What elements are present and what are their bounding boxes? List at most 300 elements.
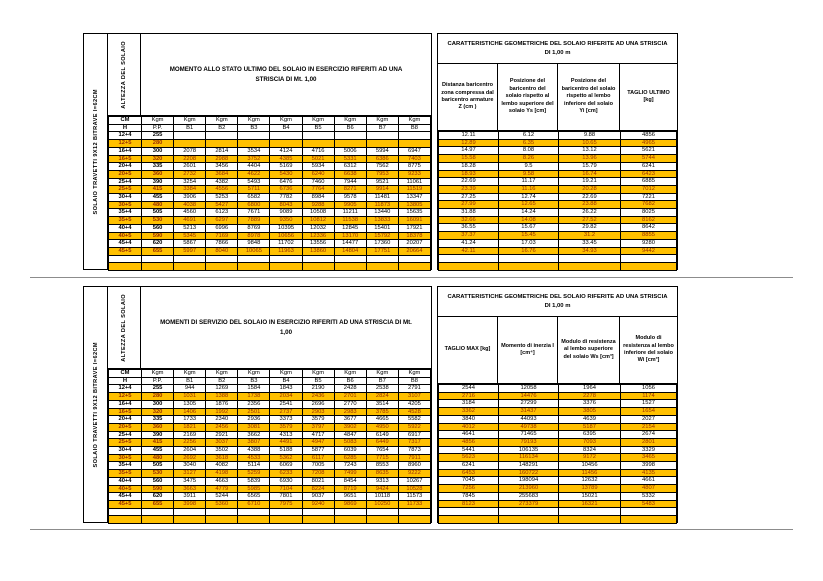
table-row [439,132,677,140]
table-cell: 11481 [366,194,398,202]
table-row [439,232,677,240]
table-cell: 530 [142,217,174,225]
table-cell [621,508,677,516]
table-cell: 6241 [621,162,677,170]
table-cell: 2190 [302,385,334,393]
table-cell [206,132,238,140]
table-cell: 7045 [439,477,499,485]
table-cell: 11061 [398,178,430,186]
table-cell: 7671 [238,209,270,217]
header-cell: Kgm [142,370,174,378]
table-row [109,240,431,248]
table-cell: 2770 [334,400,366,408]
table-cell: 590 [142,232,174,240]
header-row [109,124,431,132]
table-row [439,255,677,263]
table-cell: 3384 [174,186,206,194]
table-cell: 3534 [238,147,270,155]
table-cell: 2903 [302,408,334,416]
table-cell: 3906 [174,194,206,202]
table-cell: 255683 [499,492,559,500]
table-cell: 3254 [174,178,206,186]
table-cell: 4038 [174,201,206,209]
table-row [109,508,431,516]
table-cell: 2428 [334,385,366,393]
table-row [109,470,431,478]
table-cell [334,516,366,524]
table-cell [206,140,238,148]
table-cell: 9848 [238,240,270,248]
table-cell: 5483 [621,500,677,508]
table-row [439,239,677,247]
table-cell: 23.39 [439,185,499,193]
table-cell: 7460 [302,178,334,186]
table-cell [302,140,334,148]
table-cell: 3107 [398,393,430,401]
table-cell: 4385 [270,155,302,163]
table-cell: 12+4 [109,385,142,393]
table-cell: 1174 [621,392,677,400]
table-cell: 6069 [270,462,302,470]
table-cell: 360 [142,170,174,178]
header-cell: Kgm [174,370,206,378]
table-cell: 1964 [559,385,621,393]
table-cell: 27299 [499,400,559,408]
moments-grid [108,369,431,524]
moments-title: MOMENTO ALLO STATO ULTIMO DEL SOLAIO IN ESERCIZIO RIFERITI AD UNA STRISCIA DI Mt. 1,00 [169,66,403,83]
table-cell: 13.96 [559,155,621,163]
table-cell: 5169 [270,163,302,171]
table-cell: 273379 [499,500,559,508]
table-cell: 2356 [238,400,270,408]
table-row [109,132,431,140]
table-row [109,447,431,455]
side-label-text: SOLAIO TRAVETTI 9X12 BITRAVE I=62CM [92,88,99,215]
header-cell: CM [109,370,142,378]
moments-table [107,33,432,270]
table-cell: 5493 [238,178,270,186]
table-cell: 2696 [302,400,334,408]
table-cell: 255 [142,132,174,140]
table-row [109,431,431,439]
table-cell: 22.69 [559,193,621,201]
table-cell: 6386 [366,155,398,163]
table-cell: 7911 [398,454,430,462]
table-cell: 8984 [302,194,334,202]
table-row [439,170,677,178]
table-cell [334,255,366,263]
table-cell: 12845 [334,224,366,232]
table-row [439,147,677,155]
table-cell: 9424 [366,485,398,493]
table-cell: 45+5 [109,247,142,255]
table-cell: 40+5 [109,232,142,240]
header-cell: Kgm [398,370,430,378]
table-cell: 1992 [206,408,238,416]
table-cell [238,508,270,516]
table-cell [270,140,302,148]
table-cell: 14.97 [439,147,499,155]
table-cell [439,262,499,270]
table-row [439,392,677,400]
table-cell: 4082 [206,462,238,470]
table-cell: 4847 [334,431,366,439]
table-cell: 4691 [174,217,206,225]
table-cell: 40+4 [109,224,142,232]
table-cell: 3081 [238,423,270,431]
table-cell: 3998 [621,462,677,470]
table-cell: 6123 [206,209,238,217]
table-cell: 1843 [270,385,302,393]
table-cell [398,508,430,516]
table-cell: 30+5 [109,454,142,462]
table-cell: 4856 [621,132,677,140]
table-cell: 9914 [366,186,398,194]
table-row [439,178,677,186]
table-cell [302,132,334,140]
table-cell [238,132,270,140]
table-cell [109,508,142,516]
table-cell [270,508,302,516]
table-cell: 2256 [174,439,206,447]
table-row [109,439,431,447]
table-cell: 11538 [334,217,366,225]
table-cell [174,508,206,516]
table-cell: 13556 [302,240,334,248]
table-cell: 7104 [270,485,302,493]
table-cell: 3663 [174,485,206,493]
table-cell: 6996 [206,224,238,232]
table-cell [398,132,430,140]
table-cell: 18378 [398,232,430,240]
table-cell: 6476 [270,178,302,186]
table-cell: 1527 [621,400,677,408]
table-cell: 5997 [174,247,206,255]
page-separator-line [30,529,793,530]
table-cell: 4382 [206,178,238,186]
table-cell: 1584 [238,385,270,393]
table-cell: 16+4 [109,147,142,155]
table-cell: 2154 [621,423,677,431]
table-cell: 20207 [398,240,430,248]
table-cell [270,132,302,140]
geometry-col-header: Distanza baricentro zona compressa dal baricentro armature Z (cm ) [438,64,498,130]
table-cell: 12336 [302,232,334,240]
page-separator-line [30,277,793,278]
table-cell: 116134 [499,454,559,462]
table-cell: 106135 [499,446,559,454]
table-row [439,454,677,462]
table-cell: 5187 [559,423,621,431]
table-cell: 30+4 [109,194,142,202]
table-cell: 2824 [366,393,398,401]
table-cell: 9350 [270,217,302,225]
table-cell: 4661 [621,477,677,485]
table-row [439,415,677,423]
table-row [439,262,677,270]
header-cell: Kgm [206,117,238,125]
table-cell: 4641 [439,431,499,439]
header-cell: Kgm [302,370,334,378]
table-cell [366,516,398,524]
table-cell: 1031 [174,393,206,401]
table-cell: 8719 [334,485,366,493]
table-row [439,515,677,523]
table-cell: 280 [142,393,174,401]
table-cell: 3184 [439,400,499,408]
table-row [109,454,431,462]
table-cell: 16321 [559,500,621,508]
table-cell [142,263,174,271]
table-cell: 3579 [270,423,302,431]
table-cell: 12032 [302,224,334,232]
table-cell: 2921 [206,431,238,439]
geometry-column-headers [438,317,677,384]
table-row [439,408,677,416]
table-cell: 2278 [559,392,621,400]
moments-grid [108,116,431,271]
table-cell: 3752 [238,155,270,163]
table-cell: 3362 [439,408,499,416]
table-cell: 6395 [559,431,621,439]
table-cell [174,263,206,271]
table-cell: 4491 [270,439,302,447]
table-cell: 10065 [238,247,270,255]
table-cell [109,255,142,263]
table-cell: 27.99 [439,201,499,209]
table-cell: 360 [142,423,174,431]
altezza-label-cell [108,287,141,368]
table-row [439,469,677,477]
table-cell: 13440 [366,209,398,217]
table-cell: 14804 [334,247,366,255]
table-cell: 4950 [366,423,398,431]
table-cell: 12.65 [499,201,559,209]
table-cell: 3807 [238,439,270,447]
table-cell: 4012 [439,423,499,431]
table-cell [206,263,238,271]
table-cell: 20+4 [109,416,142,424]
table-cell [334,263,366,271]
table-cell: 9905 [334,201,366,209]
table-cell: 19.21 [559,178,621,186]
table-cell: 6149 [366,431,398,439]
table-cell [302,263,334,271]
table-cell: 300 [142,147,174,155]
table-cell: 18.28 [439,162,499,170]
table-cell [334,132,366,140]
table-cell: 2604 [174,447,206,455]
table-cell: 49738 [499,423,559,431]
header-cell: B6 [334,124,366,132]
table-cell: 3662 [238,431,270,439]
table-cell: 320 [142,155,174,163]
table-cell: 4313 [270,431,302,439]
table-cell: 335 [142,416,174,424]
header-cell: B7 [366,377,398,385]
table-cell [174,516,206,524]
table-cell: 4556 [206,186,238,194]
header-cell: B3 [238,124,270,132]
table-cell: 9.58 [499,170,559,178]
table-cell: 505 [142,209,174,217]
table-cell [499,262,559,270]
table-cell: 41.24 [439,239,499,247]
table-cell: 34.93 [559,247,621,255]
table-cell: 198094 [499,477,559,485]
table-cell: 213960 [499,485,559,493]
header-cell: B1 [174,124,206,132]
header-cell: H [109,377,142,385]
table-cell [302,516,334,524]
table-row [439,438,677,446]
table-cell: 10395 [270,224,302,232]
table-cell: 6297 [206,217,238,225]
table-cell: 415 [142,186,174,194]
table-cell: 9442 [621,247,677,255]
table-cell: 2601 [174,163,206,171]
table-row [109,224,431,232]
header-cell: CM [109,117,142,125]
table-cell: 6930 [270,477,302,485]
table-cell: 13833 [366,217,398,225]
table-cell: 5244 [206,493,238,501]
table-cell: 8.08 [499,147,559,155]
table-cell: 5345 [174,232,206,240]
table-cell: 255 [142,385,174,393]
table-cell: 8162 [621,216,677,224]
table-row [439,201,677,209]
table-cell: 13347 [398,194,430,202]
table-row [439,216,677,224]
table-cell: 11702 [270,240,302,248]
table-cell: 6453 [439,469,499,477]
solaio-block-servizio [83,286,679,524]
table-cell: 2538 [366,385,398,393]
table-row [109,155,431,163]
table-cell: 10812 [302,217,334,225]
table-cell: 590 [142,485,174,493]
table-cell [621,515,677,523]
header-cell: B4 [270,377,302,385]
table-cell: 3797 [302,423,334,431]
table-cell: 1738 [238,393,270,401]
table-cell: 4560 [174,209,206,217]
table-cell: 2732 [174,170,206,178]
table-cell: 3475 [174,477,206,485]
table-cell [559,508,621,516]
geometry-col-header: TAGLIO ULTIMO [kg] [627,89,670,103]
moments-table-header [108,287,431,369]
table-cell: 2701 [334,393,366,401]
table-row [109,493,431,501]
table-cell: 11573 [398,493,430,501]
table-cell [302,508,334,516]
table-cell: 8553 [366,462,398,470]
table-cell [439,508,499,516]
table-cell: 3684 [206,170,238,178]
table-cell: 8043 [270,201,302,209]
geometry-grid [438,131,677,271]
table-cell: 17.03 [499,239,559,247]
table-cell: 16+5 [109,155,142,163]
table-cell: 7944 [334,178,366,186]
table-cell [366,132,398,140]
table-cell: 3618 [206,454,238,462]
table-cell: 12+5 [109,140,142,148]
table-cell: 1821 [174,423,206,431]
table-cell: 6285 [334,454,366,462]
table-cell: 390 [142,431,174,439]
table-cell: 16+5 [109,408,142,416]
table-cell: 36.55 [439,224,499,232]
table-cell: 35+4 [109,209,142,217]
table-row [439,155,677,163]
table-cell: 11.17 [499,178,559,186]
table-row [439,500,677,508]
table-cell: 3502 [206,447,238,455]
table-cell: 6117 [302,454,334,462]
table-cell: 4965 [621,139,677,147]
table-cell: 3785 [366,408,398,416]
table-row [109,178,431,186]
table-cell: 4716 [302,147,334,155]
table-cell: 30+4 [109,447,142,455]
table-cell: 2692 [174,454,206,462]
header-cell: P.P. [142,124,174,132]
table-cell [334,140,366,148]
table-cell: 9313 [366,477,398,485]
table-cell [206,508,238,516]
geometry-col-header: Posizione del baricentro del solaio rispetto al lembo inferiore del solaio Yi [cm] [558,64,620,130]
header-cell: Kgm [174,117,206,125]
table-cell: 14.08 [499,216,559,224]
table-cell: 13860 [302,247,334,255]
table-cell [238,255,270,263]
table-cell: 37.37 [439,232,499,240]
table-cell: 6.35 [499,139,559,147]
altezza-label-text: ALTEZZA DEL SOLAIO [121,293,127,362]
table-cell: 2436 [302,393,334,401]
geometry-col-header: Posizione del baricentro del solaio rispetto al lembo superiore del solaio Ys [cm] [498,64,558,130]
table-row [109,516,431,524]
table-cell: 26.22 [559,209,621,217]
table-cell: 7889 [238,217,270,225]
table-cell [174,132,206,140]
table-cell: 3514 [366,400,398,408]
table-cell: 8978 [238,232,270,240]
table-row [109,201,431,209]
table-cell: 3998 [174,500,206,508]
table-cell: 655 [142,247,174,255]
header-cell: P.P. [142,377,174,385]
table-cell [174,255,206,263]
table-cell [621,255,677,263]
table-cell: 32.66 [439,216,499,224]
table-cell: 6710 [238,500,270,508]
table-cell: 6233 [270,470,302,478]
table-row [439,492,677,500]
table-row [109,462,431,470]
table-cell: 10.65 [559,139,621,147]
table-cell: 9222 [398,470,430,478]
header-cell: Kgm [334,370,366,378]
table-row [109,477,431,485]
header-cell: H [109,124,142,132]
table-cell: 3465 [621,454,677,462]
table-cell [366,140,398,148]
table-cell: 9578 [334,194,366,202]
